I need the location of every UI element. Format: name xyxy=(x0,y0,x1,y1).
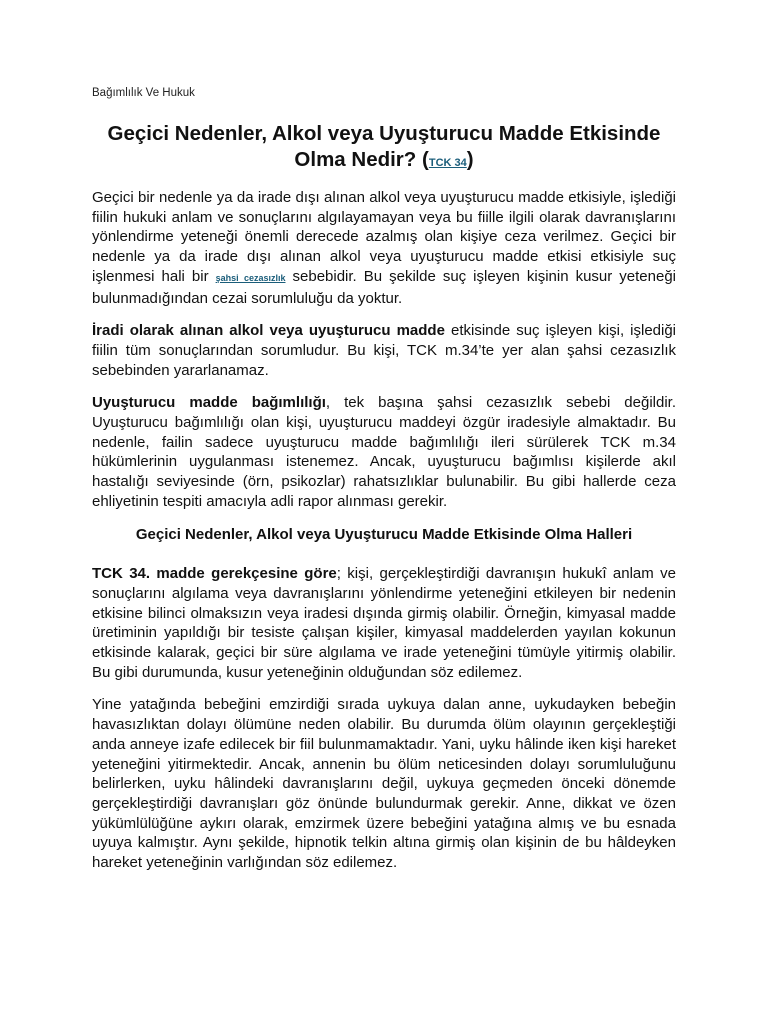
paragraph-1 xyxy=(92,188,676,308)
paragraph-5: Yine yatağında bebeğini emzirdiği sırada uykuya dalan anne, uykudayken bebeğin havasızlıktan dolayı ölümüne neden olabilir. Bu durumda ölüm olayının gerçekleştiği anda anneye izafe edilecek bir fiil bulunmamaktadır. Yani, uyku hâlinde iken kişi hareket yeteneğini yitirmektedir. Ancak, annenin bu ölüm neticesinden dolayı sorumluluğunu belirlerken, uyku hâlindeki davranışlarını değil, uykuya geçmeden önceki dönemde gerçekleştirdiği davranışları göz önünde bulundurmak gerekir. Anne, dikkat ve özen yükümlülüğüne aykırı olarak, emzirmek üzere bebeğini yatağına almış ve bu esnada uyuya kalmıştır. Aynı şekilde, hipnotik telkin altına girmiş olan kişinin de bu hâldeyken hareket yeteneğinin varlığından söz edilemez. xyxy=(92,696,676,872)
tck-34-link[interactable]: TCK 34 xyxy=(428,157,467,169)
page-header: Bağımlılık Ve Hukuk xyxy=(92,87,195,99)
title-text: Geçici Nedenler, Alkol veya Uyuşturucu Madde Etkisinde Olma Nedir? ( xyxy=(107,122,661,171)
paragraph-1-text: Geçici bir nedenle ya da irade dışı alınan alkol veya uyuşturucu madde etkisiyle, işlediği fiilin hukuki anlam ve sonuçlarını algılayamayan veya bu fiille ilgili olarak davranışlarını yönlendirme yeteneği önemli derecede azalmış olan kişiye ceza verilmez. Geçici bir nedenle ya da irade dışı alınan alkol veya uyuşturucu madde etkisi etkisiyle suç işlenmesi hali bir xyxy=(92,189,676,285)
paragraph-3-text: , tek başına şahsi cezasızlık sebebi değildir. Uyuşturucu bağımlılığı olan kişi, uyuşturucu maddeyi özgür iradesiyle almaktadır. Bu nedenle, failin sadece uyuşturucu madde bağımlılığı ileri sürülerek TCK m.34 hükümlerinin uygulanması istenemez. Ancak, uyuşturucu bağımlısı kişilerde akıl hastalığı seviyesinde (örn, psikozlar) rahatsızlıklar bulunabilir. Bu gibi hallerde ceza ehliyetinin tespiti amacıyla adli rapor alınması gerekir. xyxy=(92,394,676,510)
paragraph-2 xyxy=(92,321,676,380)
paragraph-4-bold: TCK 34. madde gerekçesine göre xyxy=(92,565,337,583)
paragraph-2-bold: İradi olarak alınan alkol veya uyuşturucu madde xyxy=(92,322,445,340)
paragraph-2-text: etkisinde suç işleyen kişi, işlediği fiilin tüm sonuçlarından sorumludur. Bu kişi, TCK m.34’te yer alan şahsi cezasızlık sebebinden yararlanamaz. xyxy=(92,322,677,379)
page-title xyxy=(92,121,676,176)
paragraph-1-rest: sebebidir. Bu şekilde suç işleyen kişinin kusur yeteneği bulunmadığından cezai sorumluluğu da yoktur. xyxy=(92,267,676,307)
section-subtitle: Geçici Nedenler, Alkol veya Uyuşturucu Madde Etkisinde Olma Halleri xyxy=(135,525,633,543)
paragraph-4-text: ; kişi, gerçekleştirdiği davranışın hukukî anlam ve sonuçlarını algılama veya davranışlarını yönlendirme yeteneğini etkileyen bir nedenin etkisine bilinci olmaksızın veya iradesi dışında girmiş olabilir. Örneğin, kimyasal madde üretiminin yapıldığı bir tesiste çalışan kişiler, kimyasal maddelerden yayılan kokunun etkisinde kalarak, geçici bir süre algılama ve irade yeteneğini tümüyle yitirmiş olabilir. Bu gibi durumunda, kusur yeteneğinin olduğundan söz edilemez. xyxy=(92,565,676,681)
paragraph-3 xyxy=(92,393,676,511)
sahsi-cezasizlik-link[interactable]: şahsi cezasızlık xyxy=(215,272,286,283)
paragraph-4 xyxy=(92,564,676,682)
title-close: ) xyxy=(466,148,474,171)
paragraph-3-bold: Uyuşturucu madde bağımlılığı xyxy=(92,394,326,412)
document-body xyxy=(92,188,676,886)
